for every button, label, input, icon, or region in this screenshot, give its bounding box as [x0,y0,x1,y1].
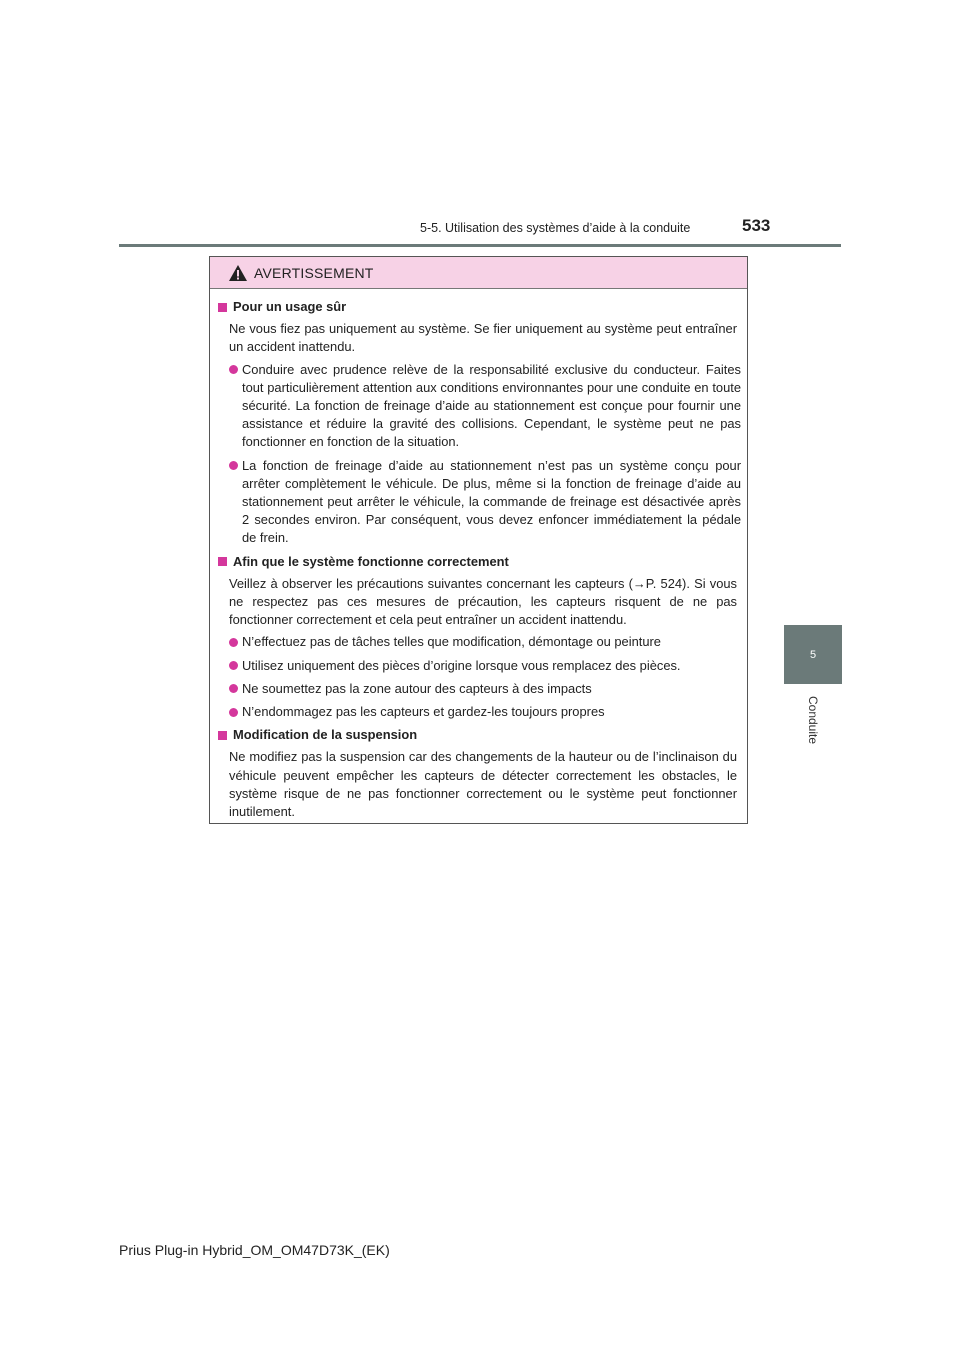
warning-body [210,289,747,821]
page-number: 533 [742,216,771,235]
square-bullet-icon [218,731,227,740]
round-bullet-icon [229,708,238,717]
chapter-tab [784,625,842,684]
list-item [218,633,741,651]
chapter-label: Conduite [805,695,820,745]
square-bullet-icon [218,303,227,312]
round-bullet-icon [229,461,238,470]
list-item-text: La fonction de freinage d’aide au stationnement n’est pas un système conçu pour arrêter complètement le véhicule. De plus, même si la fonction de freinage d’aide au stationnement peut arrêter le véhicule, la commande de freinage est désactivée après 2 secondes environ. Par conséquent, vous devez enfoncer immédiatement la pédale de frein. [242,457,741,546]
list-item-text: Utilisez uniquement des pièces d’origine lorsque vous remplacez des pièces. [242,657,681,673]
round-bullet-icon [229,684,238,693]
warning-section [218,726,741,821]
warning-header [210,257,747,289]
header-rule [119,244,841,247]
section-title-text: Modification de la suspension [233,727,418,743]
square-bullet-icon [218,557,227,566]
section-title-text: Afin que le système fonctionne correctement [233,553,509,569]
warning-section [218,298,741,548]
chapter-label-container [784,690,842,750]
warning-section [218,553,741,722]
list-item [218,457,741,548]
section-paragraph: Ne modifiez pas la suspension car des changements de la hauteur ou de l’inclinaison du véhicule peuvent empêcher les capteurs de détecter correctement les obstacles, le système risque de ne pas fonctionner correctement ou le système peut fonctionner inutilement. [229,749,737,820]
section-title [218,298,741,316]
section-paragraph: Ne vous fiez pas uniquement au système. Se fier uniquement au système peut entraîner un accident inattendu. [229,321,737,355]
list-item [218,703,741,721]
warning-triangle-icon [228,264,248,282]
list-item-text: N’effectuez pas de tâches telles que modification, démontage ou peinture [242,634,661,650]
list-item-text: N’endommagez pas les capteurs et gardez-les toujours propres [242,704,605,720]
bullet-list [218,361,741,548]
section-title [218,726,741,744]
warning-box [209,256,748,824]
round-bullet-icon [229,638,238,647]
round-bullet-icon [229,365,238,374]
bullet-list [218,633,741,721]
footer-doc-id: Prius Plug-in Hybrid_OM_OM47D73K_(EK) [119,1242,390,1258]
warning-title: AVERTISSEMENT [254,264,374,281]
list-item [218,657,741,675]
section-paragraph: Veillez à observer les précautions suivantes concernant les capteurs (→P. 524). Si vous ne respectez pas ces mesures de précaution, les capteurs risquent de ne pas fonctionner correctement et cela peut entraîner un accident inattendu. [229,575,737,628]
section-header: 5-5. Utilisation des systèmes d’aide à la conduite [420,221,691,235]
list-item [218,680,741,698]
section-title [218,553,741,571]
list-item-text: Conduire avec prudence relève de la responsabilité exclusive du conducteur. Faites tout particulièrement attention aux conditions environnantes pour une conduite en toute sécurité. La fonction de freinage d’aide au stationnement est conçue pour fournir une assistance et réduire la gravité des collisions. Cependant, le système peut ne pas fonctionner en fonction de la situation. [242,361,741,450]
round-bullet-icon [229,661,238,670]
list-item-text: Ne soumettez pas la zone autour des capteurs à des impacts [242,680,592,696]
section-title-text: Pour un usage sûr [233,299,347,314]
chapter-number: 5 [809,648,817,661]
list-item [218,361,741,452]
